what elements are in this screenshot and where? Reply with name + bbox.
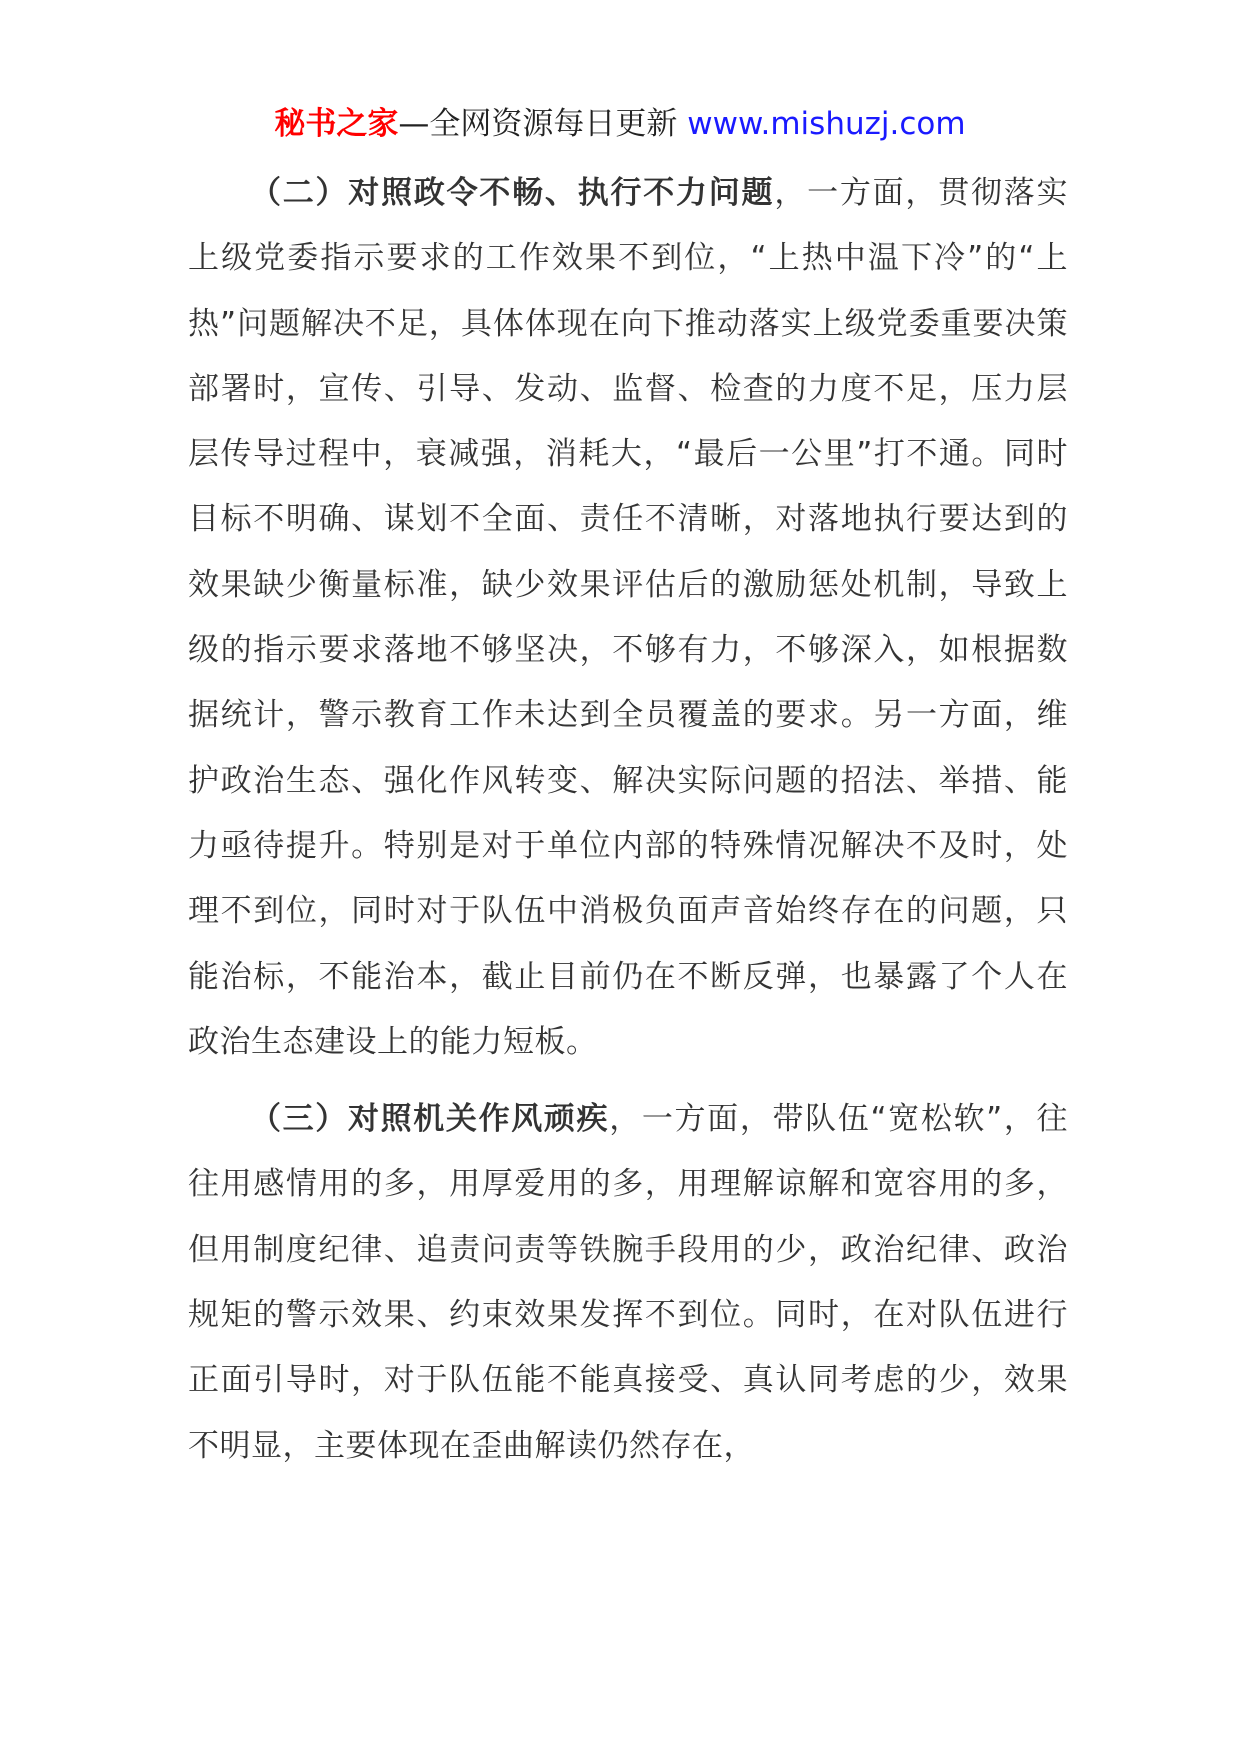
section-heading: （三）对照机关作风顽疾 <box>250 1101 610 1138</box>
page-header <box>0 100 1240 148</box>
website-link[interactable]: www.mishuzj.com <box>687 106 966 142</box>
paragraph-section-3 <box>188 1087 1068 1479</box>
section-heading: （二）对照政令不畅、执行不力问题 <box>250 175 775 211</box>
paragraph-section-2 <box>188 161 1068 1075</box>
brand-name: 秘书之家 <box>274 106 399 142</box>
paragraph-text: ，一方面，贯彻落实上级党委指示要求的工作效果不到位，“上热中温下冷”的“上热”问题解决不足，具体体现在向下推动落实上级党委重要决策部署时，宣传、引导、发动、监督、检查的力度不足，压力层层传导过程中，衰减强，消耗大，“最后一公里”打不通。同时目标不明确、谋划不全面、责任不清晰，对落地执行要达到的效果缺少衡量标准，缺少效果评估后的激励惩处机制，导致上级的指示要求落地不够坚决，不够有力，不够深入，如根据数据统计，警示教育工作未达到全员覆盖的要求。另一方面，维护政治生态、强化作风转变、解决实际问题的招法、举措、能力亟待提升。特别是对于单位内部的特殊情况解决不及时，处理不到位，同时对于队伍中消极负面声音始终存在的问题，只能治标，不能治本，截止目前仍在不断反弹，也暴露了个人在政治生态建设上的能力短板。 <box>188 175 1069 1060</box>
paragraph-text: ，一方面，带队伍“宽松软”，往往用感情用的多，用厚爱用的多，用理解谅解和宽容用的多，但用制度纪律、追责问责等铁腕手段用的少，政治纪律、政治规矩的警示效果、约束效果发挥不到位。同时，在对队伍进行正面引导时，对于队伍能不能真接受、真认同考虑的少，效果不明显，主要体现在歪曲解读仍然存在， <box>188 1101 1069 1464</box>
document-body <box>188 161 1068 1479</box>
header-tagline: —全网资源每日更新 <box>398 106 688 142</box>
